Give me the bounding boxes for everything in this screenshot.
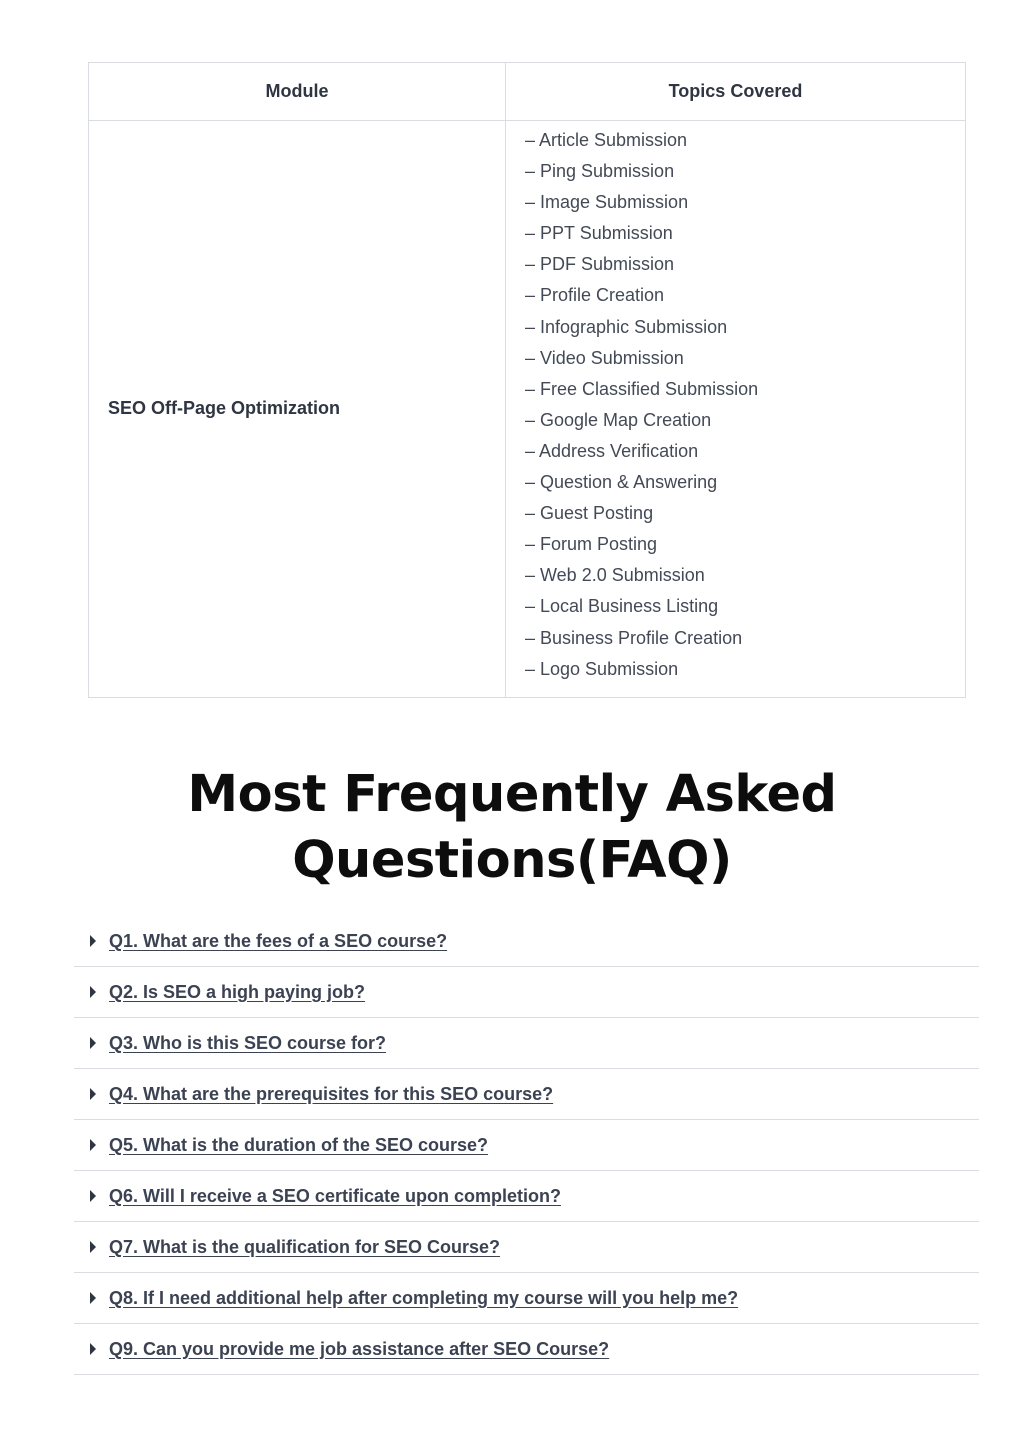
topic-item: – Guest Posting	[525, 503, 654, 524]
faq-question-link[interactable]: Q6. Will I receive a SEO certificate upon completion?	[109, 1185, 561, 1206]
faq-heading-line-1: Most Frequently Asked	[187, 765, 837, 824]
faq-item-q2[interactable]	[74, 967, 979, 1018]
faq-question-link[interactable]: Q8. If I need additional help after completing my course will you help me?	[109, 1287, 739, 1308]
topic-item: – Address Verification	[525, 440, 699, 461]
course-module-table	[88, 62, 966, 698]
faq-item-q1[interactable]	[74, 916, 979, 967]
topic-item: – Question & Answering	[525, 472, 718, 493]
topic-item: – Free Classified Submission	[525, 378, 759, 399]
topic-item: – Image Submission	[525, 192, 689, 213]
topic-item: – Forum Posting	[525, 534, 658, 555]
caret-right-icon	[90, 1190, 96, 1202]
faq-question-link[interactable]: Q9. Can you provide me job assistance after SEO Course?	[109, 1338, 610, 1359]
caret-right-icon	[90, 1292, 96, 1304]
caret-right-icon	[90, 1241, 96, 1253]
faq-item-q7[interactable]	[74, 1222, 979, 1273]
faq-item-q8[interactable]	[74, 1273, 979, 1324]
faq-list	[74, 916, 979, 1375]
faq-heading	[0, 762, 1024, 894]
module-column-header: Module	[89, 63, 506, 121]
faq-question-link[interactable]: Q5. What is the duration of the SEO course?	[109, 1134, 489, 1155]
topic-item: – PPT Submission	[525, 223, 673, 244]
topic-item: – PDF Submission	[525, 254, 675, 275]
caret-right-icon	[90, 1088, 96, 1100]
caret-right-icon	[90, 1343, 96, 1355]
faq-question-link[interactable]: Q7. What is the qualification for SEO Course?	[109, 1236, 501, 1257]
caret-right-icon	[90, 935, 96, 947]
topics-cell	[506, 121, 966, 698]
caret-right-icon	[90, 1139, 96, 1151]
topic-list	[525, 125, 965, 685]
topic-item: – Business Profile Creation	[525, 627, 743, 648]
topic-item: – Web 2.0 Submission	[525, 565, 705, 586]
faq-item-q5[interactable]	[74, 1120, 979, 1171]
topic-item: – Article Submission	[525, 130, 688, 150]
topic-item: – Google Map Creation	[525, 409, 712, 430]
topic-item: – Ping Submission	[525, 161, 675, 182]
table-row	[89, 121, 966, 698]
topic-item: – Local Business Listing	[525, 596, 719, 617]
faq-item-q9[interactable]	[74, 1324, 979, 1375]
topics-column-header: Topics Covered	[506, 63, 966, 121]
table-header-row	[89, 63, 966, 121]
faq-item-q4[interactable]	[74, 1069, 979, 1120]
faq-item-q3[interactable]	[74, 1018, 979, 1069]
module-name-cell: SEO Off-Page Optimization	[89, 121, 506, 698]
faq-question-link[interactable]: Q4. What are the prerequisites for this SEO course?	[109, 1083, 554, 1104]
faq-question-link[interactable]: Q3. Who is this SEO course for?	[109, 1032, 387, 1053]
topic-item: – Video Submission	[525, 347, 684, 368]
topic-item: – Infographic Submission	[525, 316, 728, 337]
topic-item: – Logo Submission	[525, 658, 679, 679]
caret-right-icon	[90, 986, 96, 998]
faq-item-q6[interactable]	[74, 1171, 979, 1222]
faq-heading-line-2: Questions(FAQ)	[292, 831, 732, 890]
topic-item: – Profile Creation	[525, 285, 665, 306]
faq-question-link[interactable]: Q1. What are the fees of a SEO course?	[109, 930, 448, 951]
caret-right-icon	[90, 1037, 96, 1049]
faq-question-link[interactable]: Q2. Is SEO a high paying job?	[109, 981, 366, 1002]
